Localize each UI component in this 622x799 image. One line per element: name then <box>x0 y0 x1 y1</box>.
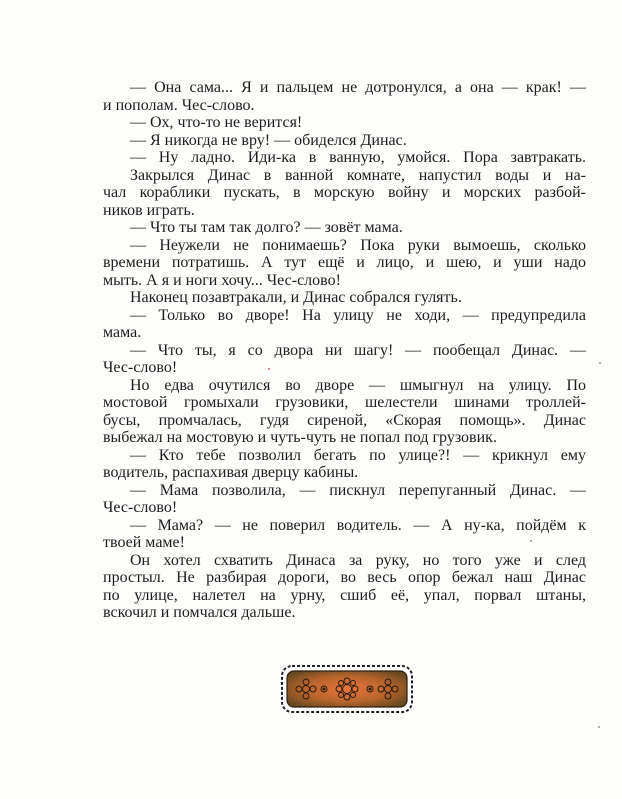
text-line: и пополам. Чес-слово. <box>103 96 255 114</box>
text-line: — Что ты, я со двора ни шагу! — пообещал Динас. — <box>130 341 586 359</box>
text-line: — Мама? — не поверил водитель. — А ну-ка, пойдём к <box>130 516 586 534</box>
text-line: Закрылся Динас в ванной комнате, напустил воды и на- <box>130 166 586 184</box>
text-line: — Я никогда не вру! — обиделся Динас. <box>130 131 407 149</box>
text-line: мама. <box>103 324 142 341</box>
text-line: водитель, распахивая дверцу кабины. <box>103 464 359 481</box>
text-line: времени потратишь. А тут ещё и лицо, и шею, и уши надо <box>103 254 586 271</box>
text-line: простыл. Не разбирая дороги, во весь опор бежал наш Динас <box>103 569 586 586</box>
text-line: — Кто тебе позволил бегать по улице?! — крикнул ему <box>130 446 586 464</box>
text-line: мостовой громыхали грузовики, шелестели шинами троллей- <box>103 394 586 411</box>
paper-speck <box>598 726 600 728</box>
decorative-ornament <box>278 660 416 718</box>
text-line: бусы, промчалась, гудя сиреной, «Скорая помощь». Динас <box>103 411 586 429</box>
text-line: выбежал на мостовую и чуть-чуть не попал под грузовик. <box>103 429 497 446</box>
text-line: Наконец позавтракали, и Динас собрался гулять. <box>130 289 462 306</box>
text-line: Чес-слово! <box>103 359 178 376</box>
text-line: Но едва очутился во дворе — шмыгнул на улицу. По <box>130 376 586 394</box>
paper-speck <box>599 362 601 364</box>
text-line: — Ну ладно. Иди-ка в ванную, умойся. Пора завтракать. <box>130 149 586 166</box>
text-line: — Неужели не понимаешь? Пока руки вымоешь, сколько <box>130 236 586 254</box>
story-text <box>103 79 586 622</box>
text-line: по улице, налетел на урну, сшиб её, упал, порвал штаны, <box>103 586 586 604</box>
text-line: — Она сама... Я и пальцем не дотронулся, а она — крак! — <box>130 79 586 96</box>
paper-speck <box>268 368 270 370</box>
text-line: — Только во дворе! На улицу не ходи, — предупредила <box>130 306 586 324</box>
text-line: — Мама позволила, — пискнул перепуганный Динас. — <box>130 481 586 499</box>
text-line: ников играть. <box>103 201 195 219</box>
text-line: Он хотел схватить Динаса за руку, но того уже и след <box>130 551 586 569</box>
text-line: твоей маме! <box>103 534 185 551</box>
paper-speck <box>530 540 532 542</box>
text-line: вскочил и помчался дальше. <box>103 604 296 621</box>
text-line: Чес-слово! <box>103 499 178 516</box>
text-line: чал кораблики пускать, в морскую войну и морских разбой- <box>103 184 586 201</box>
text-line: — Что ты там так долго? — зовёт мама. <box>130 219 403 236</box>
text-line: мыть. А я и ноги хочу... Чес-слово! <box>103 271 341 289</box>
text-line: — Ох, что-то не верится! <box>130 114 303 131</box>
